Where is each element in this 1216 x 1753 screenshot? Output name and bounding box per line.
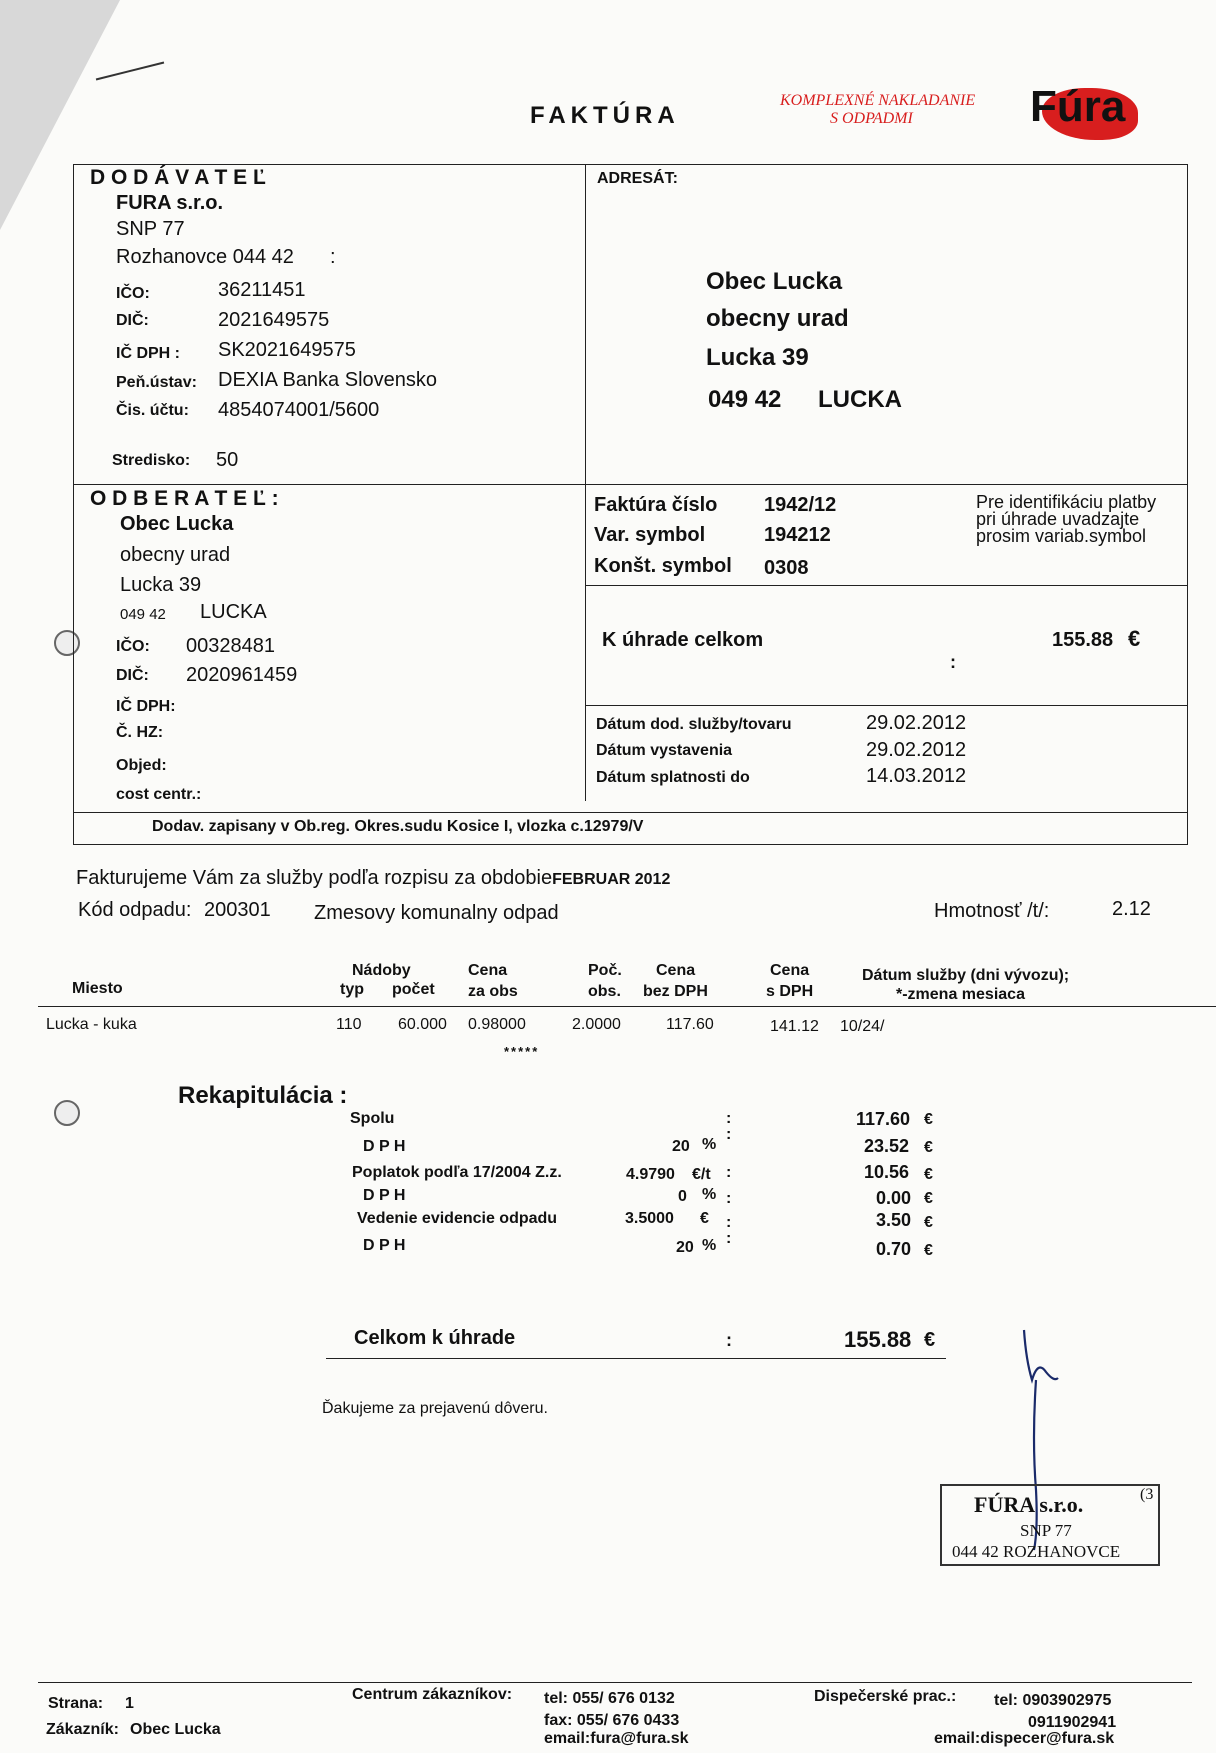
customer-dic-label: DIČ: — [116, 667, 149, 684]
supplier-icdph: SK2021649575 — [218, 339, 356, 361]
supplier-street: SNP 77 — [116, 218, 185, 240]
recap-colon: : — [726, 1164, 732, 1181]
recap-currency: € — [924, 1139, 933, 1156]
footer-customer: Obec Lucka — [130, 1721, 221, 1738]
grand-total: 155.88 — [844, 1327, 912, 1352]
slogan-line-1: KOMPLEXNÉ NAKLADANIE — [780, 92, 976, 109]
date-service-label: Dátum dod. služby/tovaru — [596, 716, 792, 733]
recap-rate: 20 — [676, 1239, 694, 1256]
recap-currency: € — [924, 1166, 933, 1183]
footer-rule — [38, 1682, 1192, 1683]
recap-colon: : — [726, 1126, 732, 1143]
footer-tel1: tel: 055/ 676 0132 — [544, 1690, 675, 1707]
customer-cost-label: cost centr.: — [116, 786, 202, 803]
recap-rate: 4.9790 — [626, 1166, 675, 1183]
supplier-center-label: Stredisko: — [112, 452, 191, 469]
supplier-dic-label: DIČ: — [116, 312, 149, 329]
col-dph-header-bottom: s DPH — [766, 983, 814, 1000]
customer-zip: 049 42 — [120, 606, 166, 623]
supplier-dic: 2021649575 — [218, 309, 330, 331]
payment-note: Pre identifikáciu platby pri úhrade uvadzajte prosim variab.symbol — [976, 492, 1157, 546]
recap-rate: 20 — [672, 1138, 690, 1155]
recap-colon: : — [726, 1230, 732, 1247]
footer-tel2: tel: 0903902975 — [994, 1692, 1112, 1709]
amount-due-label: K úhrade celkom — [602, 629, 764, 651]
customer-name: Obec Lucka — [120, 513, 234, 535]
recap-currency: € — [924, 1214, 933, 1231]
thanks-note: Ďakujeme za prejavenú dôveru. — [322, 1400, 548, 1417]
supplier-icdph-label: IČ DPH : — [116, 345, 180, 362]
footer-page: 1 — [125, 1695, 134, 1712]
addressee-heading: ADRESÁT: — [597, 170, 678, 187]
weight-value: 2.12 — [1112, 898, 1151, 920]
row-place: Lucka - kuka — [46, 1016, 137, 1033]
row-num: 2.0000 — [572, 1016, 621, 1033]
col-containers-header: Nádoby — [352, 962, 411, 979]
recap-label: D P H — [363, 1237, 406, 1254]
col-num-header-bottom: obs. — [588, 983, 621, 1000]
recap-value: 117.60 — [856, 1109, 911, 1129]
footer-dispatch-label: Dispečerské prac.: — [814, 1688, 957, 1705]
amount-due-colon: : — [950, 652, 956, 672]
recap-currency: € — [924, 1242, 933, 1259]
date-due: 14.03.2012 — [866, 765, 967, 787]
addressee-name: Obec Lucka — [706, 268, 843, 295]
waste-name: Zmesovy komunalny odpad — [314, 902, 559, 924]
konst-symbol-label: Konšt. symbol — [594, 555, 732, 577]
slogan-line-2: S ODPADMI — [830, 110, 913, 127]
col-place-header: Miesto — [72, 980, 123, 997]
addressee-city: LUCKA — [818, 386, 902, 413]
invoice-number-label: Faktúra číslo — [594, 494, 718, 516]
col-num-header-top: Poč. — [588, 962, 622, 979]
recap-rate: 3.5000 — [625, 1210, 674, 1227]
customer-heading: O D B E R A T E Ľ : — [90, 487, 279, 510]
grand-total-currency: € — [924, 1329, 936, 1351]
grand-total-rule — [326, 1358, 946, 1359]
supplier-heading: D O D Á V A T E Ľ — [90, 166, 266, 189]
company-stamp — [940, 1484, 1160, 1566]
col-type-header: typ — [340, 981, 364, 998]
waste-code-label: Kód odpadu: — [78, 899, 192, 921]
recap-value: 0.00 — [876, 1188, 912, 1208]
customer-dic: 2020961459 — [186, 664, 298, 686]
recap-currency: € — [924, 1111, 933, 1128]
footer-customer-label: Zákazník: — [46, 1721, 119, 1738]
row-count: 60.000 — [398, 1016, 447, 1033]
grand-total-label: Celkom k úhrade — [354, 1327, 516, 1349]
recap-label: Spolu — [350, 1110, 395, 1127]
recap-colon: : — [726, 1214, 732, 1231]
billing-period: FEBRUAR 2012 — [552, 871, 671, 888]
footer-tel3: 0911902941 — [1028, 1714, 1117, 1731]
supplier-bank: DEXIA Banka Slovensko — [218, 369, 438, 391]
addressee-line2: obecny urad — [706, 305, 849, 332]
invoice-number: 1942/12 — [764, 494, 837, 516]
recap-label: D P H — [363, 1138, 406, 1155]
row-type: 110 — [336, 1016, 362, 1033]
waste-code: 200301 — [204, 899, 271, 921]
col-nodph-header-bottom: bez DPH — [643, 983, 708, 1000]
footer-email1: email:fura@fura.sk — [544, 1730, 689, 1747]
supplier-bank-label: Peň.ústav: — [116, 374, 197, 391]
recap-colon: : — [726, 1190, 732, 1207]
footer-center-label: Centrum zákazníkov: — [352, 1686, 513, 1703]
supplier-city: Rozhanovce 044 42 — [116, 246, 294, 268]
registration-note: Dodav. zapisany v Ob.reg. Okres.sudu Kosice I, vlozka c.12979/V — [152, 818, 644, 835]
weight-label: Hmotnosť /t/: — [934, 900, 1050, 922]
page-title: FAKTÚRA — [530, 102, 680, 129]
customer-city: LUCKA — [200, 601, 267, 623]
stamp-city: 044 42 ROZHANOVCE — [952, 1542, 1121, 1561]
col-date-header-bottom: *-zmena mesiaca — [896, 986, 1025, 1003]
row-price: 0.98000 — [468, 1016, 526, 1033]
recap-value: 0.70 — [876, 1239, 912, 1259]
var-symbol: 194212 — [764, 524, 831, 546]
customer-order-label: Objed: — [116, 757, 167, 774]
supplier-name: FURA s.r.o. — [116, 192, 224, 214]
col-count-header: počet — [392, 981, 435, 998]
col-dph-header-top: Cena — [770, 962, 810, 979]
recap-label: Poplatok podľa 17/2004 Z.z. — [352, 1164, 562, 1181]
recap-rate: 0 — [678, 1188, 687, 1205]
stamp-mark: (3 — [1140, 1486, 1154, 1503]
amount-due-currency: € — [1128, 626, 1141, 651]
recap-label: Vedenie evidencie odpadu — [357, 1210, 558, 1227]
col-price-header-top: Cena — [468, 962, 508, 979]
addressee-zip: 049 42 — [708, 386, 782, 413]
customer-line2: obecny urad — [120, 544, 231, 566]
footer-email2: email:dispecer@fura.sk — [934, 1730, 1115, 1747]
col-date-header-top: Dátum služby (dni vývozu); — [862, 967, 1070, 984]
recap-unit: % — [702, 1136, 717, 1153]
recap-unit: % — [702, 1186, 717, 1203]
stamp-street: SNP 77 — [1020, 1521, 1072, 1540]
recap-unit: € — [700, 1210, 709, 1227]
supplier-ico: 36211451 — [218, 279, 306, 301]
recap-value: 10.56 — [864, 1162, 910, 1182]
footer-fax1: fax: 055/ 676 0433 — [544, 1712, 680, 1729]
recap-unit: % — [702, 1237, 717, 1254]
supplier-account-label: Čis. účtu: — [116, 402, 189, 419]
customer-ico-label: IČO: — [116, 638, 150, 655]
supplier-colon: : — [330, 246, 336, 268]
row-dph: 141.12 — [770, 1018, 819, 1035]
customer-ico: 00328481 — [186, 635, 275, 657]
date-issue: 29.02.2012 — [866, 739, 967, 761]
grand-total-colon: : — [726, 1330, 732, 1350]
footer-page-label: Strana: — [48, 1695, 104, 1712]
recap-unit: €/t — [692, 1166, 711, 1183]
billing-intro-text: Fakturujeme Vám za služby podľa rozpisu za obdobie — [76, 867, 553, 889]
recap-colon: : — [726, 1110, 732, 1127]
logo-text: Fúra — [1030, 82, 1126, 131]
recap-title: Rekapitulácia : — [178, 1082, 348, 1109]
var-symbol-label: Var. symbol — [594, 524, 706, 546]
stamp-company: FÚRA s.r.o. — [974, 1492, 1084, 1517]
date-issue-label: Dátum vystavenia — [596, 742, 733, 759]
date-service: 29.02.2012 — [866, 712, 967, 734]
addressee-street: Lucka 39 — [706, 344, 809, 371]
supplier-account: 4854074001/5600 — [218, 399, 380, 421]
date-due-label: Dátum splatnosti do — [596, 769, 750, 786]
supplier-ico-label: IČO: — [116, 285, 150, 302]
row-separator-stars: ***** — [504, 1044, 540, 1059]
amount-due: 155.88 — [1052, 629, 1114, 651]
konst-symbol: 0308 — [764, 557, 809, 579]
recap-value: 23.52 — [864, 1136, 910, 1156]
row-nodph: 117.60 — [666, 1016, 714, 1033]
col-price-header-bottom: za obs — [468, 983, 518, 1000]
customer-street: Lucka 39 — [120, 574, 202, 596]
col-nodph-header-top: Cena — [656, 962, 696, 979]
customer-icdph-label: IČ DPH: — [116, 698, 176, 715]
supplier-center: 50 — [216, 449, 239, 471]
recap-label: D P H — [363, 1187, 406, 1204]
row-date: 10/24/ — [840, 1018, 885, 1035]
recap-currency: € — [924, 1190, 933, 1207]
recap-value: 3.50 — [876, 1210, 912, 1230]
customer-hz-label: Č. HZ: — [116, 724, 164, 741]
